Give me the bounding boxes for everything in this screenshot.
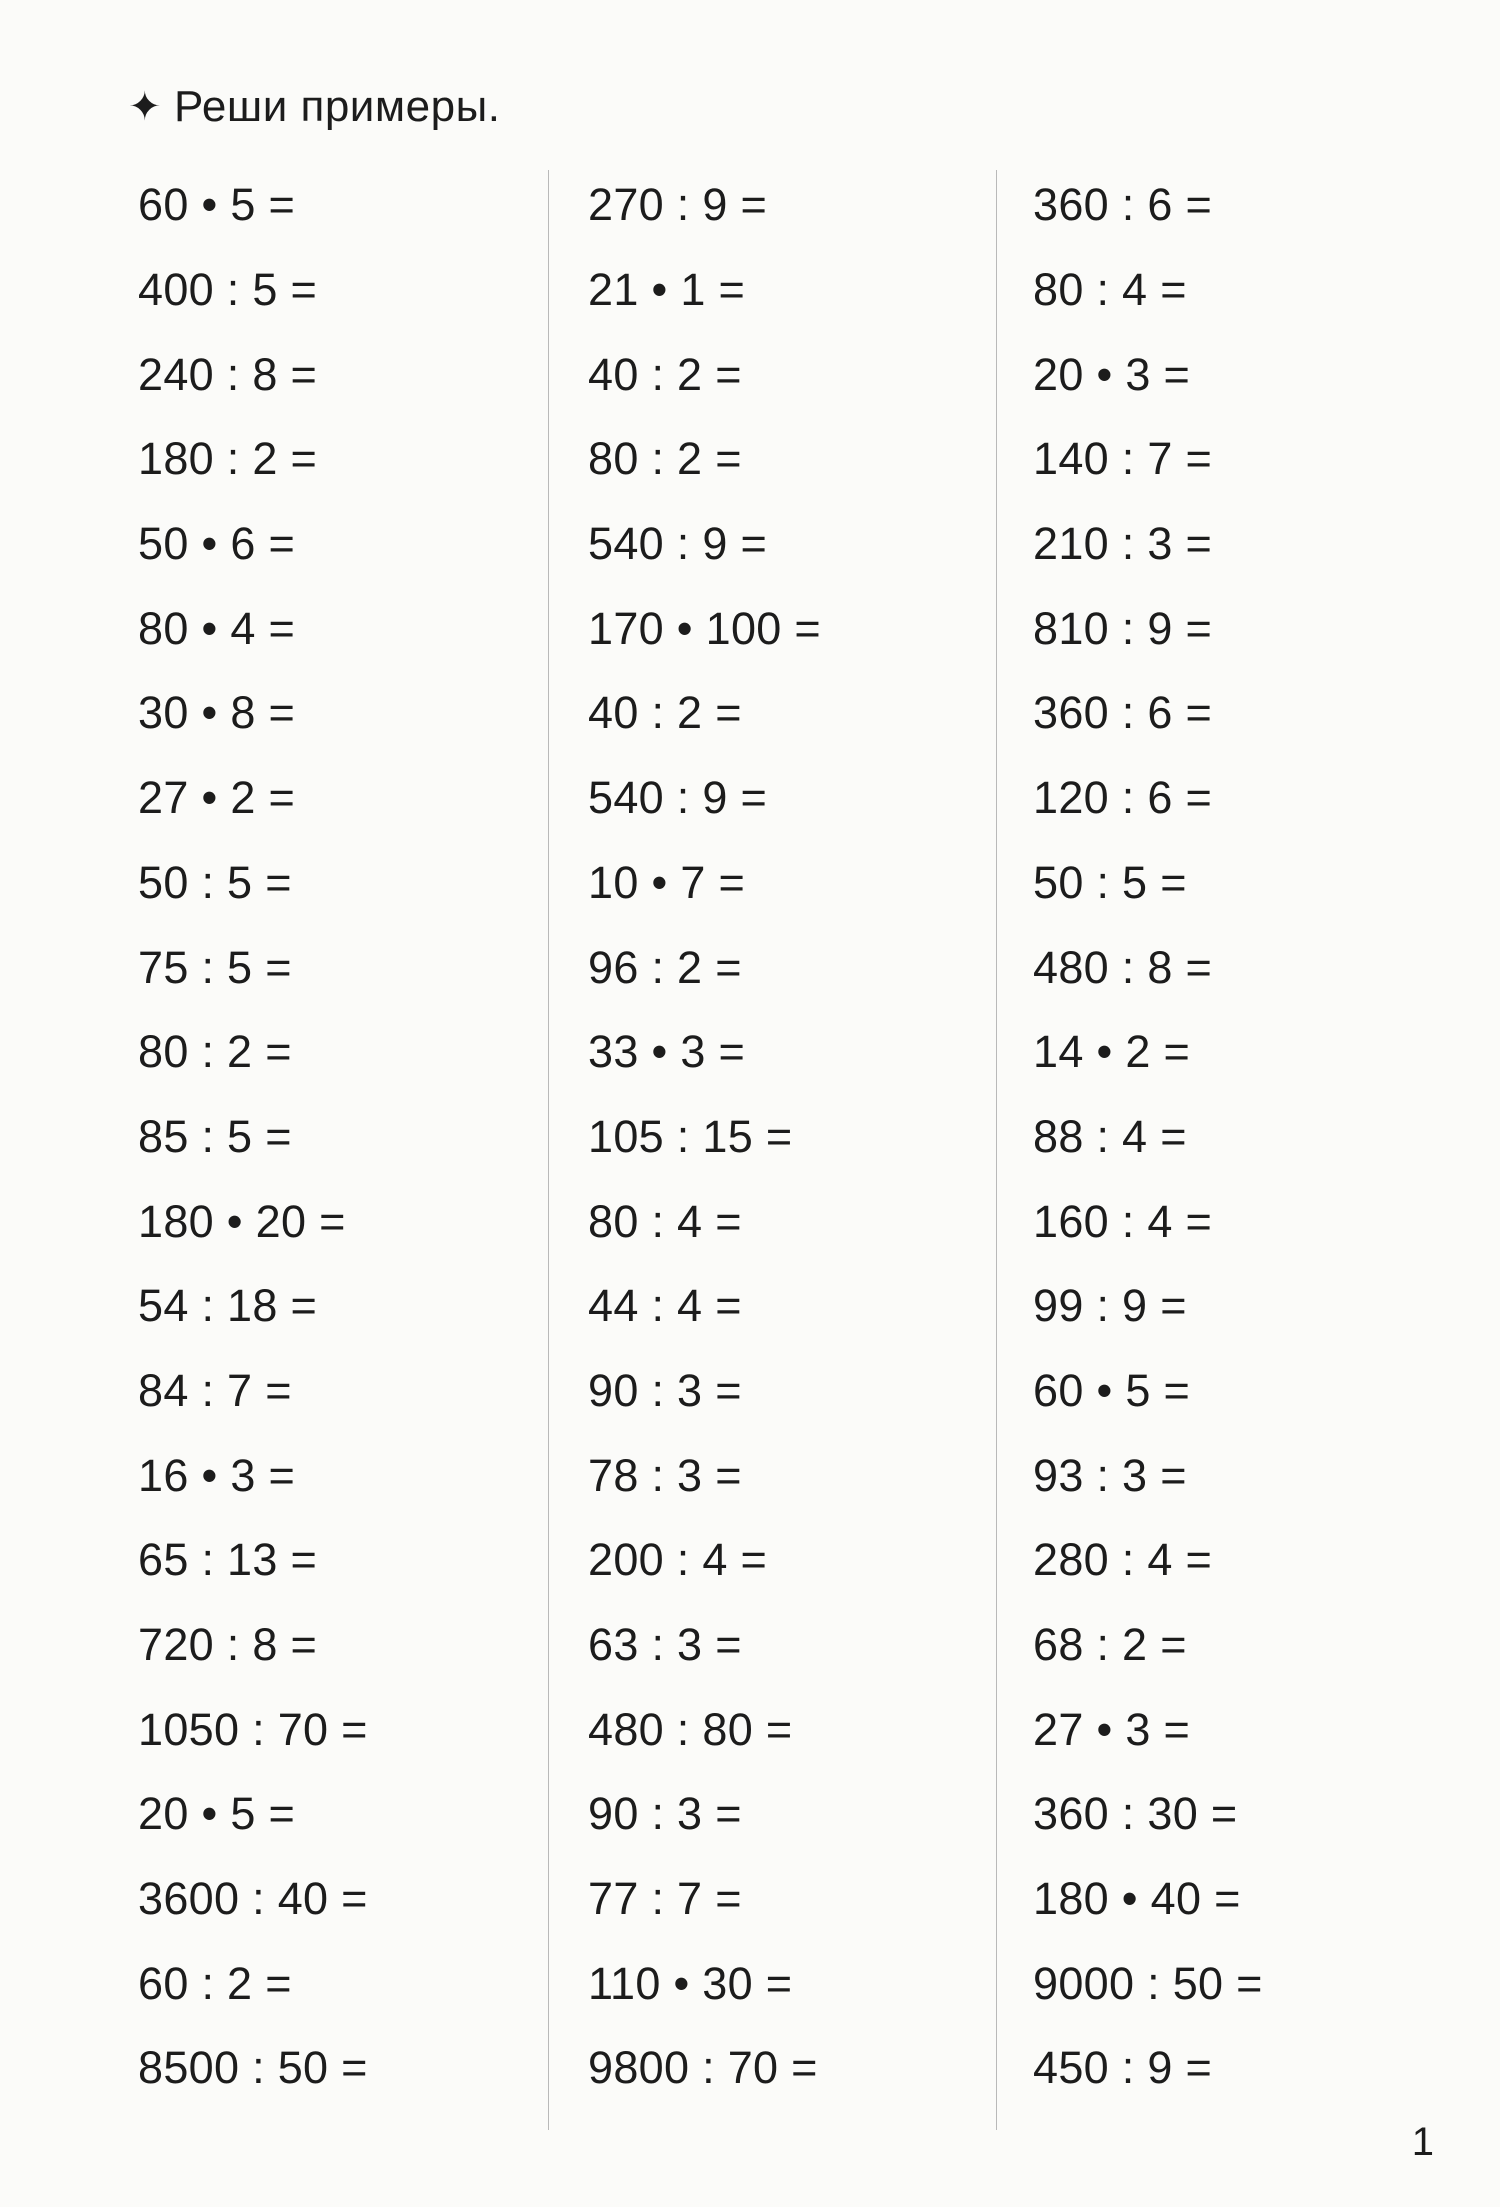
- example-item: 810 : 9 =: [1033, 602, 1213, 654]
- task-header: [128, 82, 500, 132]
- example-item: 54 : 18 =: [138, 1280, 318, 1332]
- example-item: 140 : 7 =: [1033, 433, 1213, 485]
- example-item: 10 • 7 =: [588, 856, 746, 908]
- example-item: 170 • 100 =: [588, 602, 822, 654]
- example-item: 720 : 8 =: [138, 1619, 318, 1671]
- example-item: 80 : 4 =: [588, 1195, 742, 1247]
- example-item: 450 : 9 =: [1033, 2042, 1213, 2094]
- example-item: 105 : 15 =: [588, 1110, 793, 1162]
- four-pointed-star-icon: ✦: [128, 85, 163, 129]
- example-item: 1050 : 70 =: [138, 1703, 368, 1755]
- example-item: 85 : 5 =: [138, 1110, 292, 1162]
- example-item: 16 • 3 =: [138, 1449, 296, 1501]
- example-item: 63 : 3 =: [588, 1619, 742, 1671]
- example-item: 180 • 20 =: [138, 1195, 346, 1247]
- example-item: 93 : 3 =: [1033, 1449, 1187, 1501]
- example-item: 20 • 5 =: [138, 1788, 296, 1840]
- example-item: 3600 : 40 =: [138, 1873, 368, 1925]
- example-item: 99 : 9 =: [1033, 1280, 1187, 1332]
- example-item: 75 : 5 =: [138, 941, 292, 993]
- example-item: 90 : 3 =: [588, 1364, 742, 1416]
- example-item: 44 : 4 =: [588, 1280, 742, 1332]
- examples-column-3: [1033, 163, 1453, 2111]
- example-item: 50 • 6 =: [138, 518, 296, 570]
- example-item: 90 : 3 =: [588, 1788, 742, 1840]
- example-item: 84 : 7 =: [138, 1364, 292, 1416]
- example-item: 80 • 4 =: [138, 602, 296, 654]
- example-item: 80 : 4 =: [1033, 264, 1187, 316]
- example-item: 480 : 80 =: [588, 1703, 793, 1755]
- example-item: 50 : 5 =: [138, 856, 292, 908]
- example-item: 540 : 9 =: [588, 518, 768, 570]
- page-number: 1: [1411, 2120, 1434, 2164]
- example-item: 40 : 2 =: [588, 687, 742, 739]
- example-item: 80 : 2 =: [138, 1026, 292, 1078]
- example-item: 21 • 1 =: [588, 264, 746, 316]
- example-item: 9000 : 50 =: [1033, 1957, 1263, 2009]
- example-item: 20 • 3 =: [1033, 348, 1191, 400]
- example-item: 40 : 2 =: [588, 348, 742, 400]
- example-item: 270 : 9 =: [588, 179, 768, 231]
- example-item: 200 : 4 =: [588, 1534, 768, 1586]
- example-item: 60 : 2 =: [138, 1957, 292, 2009]
- example-item: 60 • 5 =: [1033, 1364, 1191, 1416]
- example-item: 8500 : 50 =: [138, 2042, 368, 2094]
- example-item: 88 : 4 =: [1033, 1110, 1187, 1162]
- example-item: 33 • 3 =: [588, 1026, 746, 1078]
- example-item: 9800 : 70 =: [588, 2042, 818, 2094]
- example-item: 78 : 3 =: [588, 1449, 742, 1501]
- example-item: 14 • 2 =: [1033, 1026, 1191, 1078]
- example-item: 360 : 30 =: [1033, 1788, 1238, 1840]
- example-item: 400 : 5 =: [138, 264, 318, 316]
- example-item: 50 : 5 =: [1033, 856, 1187, 908]
- example-item: 210 : 3 =: [1033, 518, 1213, 570]
- example-item: 480 : 8 =: [1033, 941, 1213, 993]
- examples-column-1: [138, 163, 558, 2111]
- example-item: 160 : 4 =: [1033, 1195, 1213, 1247]
- example-item: 68 : 2 =: [1033, 1619, 1187, 1671]
- task-title: Реши примеры.: [174, 82, 501, 131]
- example-item: 30 • 8 =: [138, 687, 296, 739]
- example-item: 360 : 6 =: [1033, 179, 1213, 231]
- example-item: 65 : 13 =: [138, 1534, 318, 1586]
- example-item: 80 : 2 =: [588, 433, 742, 485]
- example-item: 77 : 7 =: [588, 1873, 742, 1925]
- example-item: 240 : 8 =: [138, 348, 318, 400]
- example-item: 27 • 3 =: [1033, 1703, 1191, 1755]
- examples-column-2: [588, 163, 1008, 2111]
- example-item: 280 : 4 =: [1033, 1534, 1213, 1586]
- example-item: 360 : 6 =: [1033, 687, 1213, 739]
- example-item: 60 • 5 =: [138, 179, 296, 231]
- example-item: 27 • 2 =: [138, 772, 296, 824]
- example-item: 180 • 40 =: [1033, 1873, 1241, 1925]
- example-item: 96 : 2 =: [588, 941, 742, 993]
- example-item: 180 : 2 =: [138, 433, 318, 485]
- example-item: 540 : 9 =: [588, 772, 768, 824]
- example-item: 120 : 6 =: [1033, 772, 1213, 824]
- example-item: 110 • 30 =: [588, 1957, 793, 2009]
